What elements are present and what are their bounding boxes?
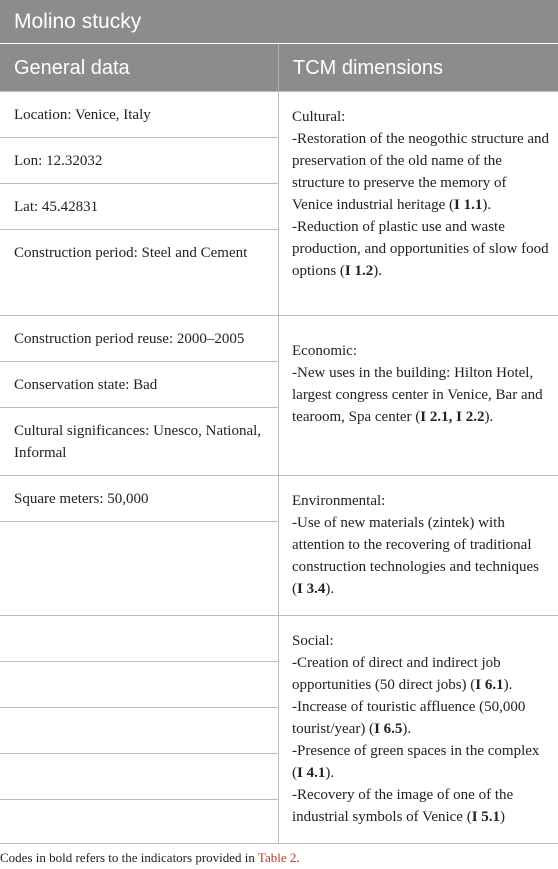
dimension-title: Social: [292, 633, 334, 649]
tcm-dimension-cell [279, 316, 558, 475]
dimension-title: Economic: [292, 343, 357, 359]
general-data-cell: Construction period: Steel and Cement [14, 245, 248, 261]
dimension-item [292, 362, 550, 428]
dimension-item-end: ). [503, 677, 513, 693]
dimension-item [292, 512, 550, 600]
header-tcm-dimensions: TCM dimensions [293, 57, 444, 79]
general-data-cell [0, 616, 278, 662]
dimension-item [292, 128, 550, 216]
indicator-code: I 1.2 [344, 263, 374, 279]
dimension-item-text: -Reduction of plastic use and waste production, and opportunities of slow food options ( [292, 219, 549, 279]
general-data-cell: Cultural significances: Unesco, National, Informal [14, 423, 262, 461]
table-title: Molino stucky [0, 0, 558, 44]
general-data-column [0, 616, 279, 843]
general-data-cell [0, 800, 278, 844]
general-data-column [0, 476, 279, 615]
dimension-item-end: ). [373, 263, 383, 279]
dimension-item-text: -Creation of direct and indirect job opportunities (50 direct jobs) ( [292, 655, 501, 693]
footnote-end: . [296, 850, 300, 865]
table-row-group [0, 476, 558, 616]
footnote-text: Codes in bold refers to the indicators provided in [0, 850, 258, 865]
dimension-title: Cultural: [292, 109, 346, 125]
table-row-group [0, 316, 558, 476]
dimension-item-text: -Recovery of the image of one of the industrial symbols of Venice ( [292, 787, 514, 825]
dimension-item [292, 696, 550, 740]
dimension-item-text: -Presence of green spaces in the complex ( [292, 743, 540, 781]
indicator-code: I 4.1 [297, 765, 326, 781]
general-data-cell [0, 662, 278, 708]
table-header-row [0, 44, 558, 92]
dimension-item-text: -Restoration of the neogothic structure and preservation of the old name of the structure to preserve the memory of Venice industrial heritage ( [292, 131, 550, 213]
dimension-item-end: ). [484, 409, 494, 425]
general-data-cell [0, 708, 278, 754]
dimension-item-end: ). [402, 721, 412, 737]
general-data-cell: Location: Venice, Italy [0, 92, 278, 138]
general-data-column [0, 92, 279, 315]
general-data-column [0, 316, 279, 475]
indicator-code: I 6.1 [475, 677, 504, 693]
table-footnote [0, 850, 300, 866]
dimension-item [292, 216, 550, 282]
general-data-cell [0, 754, 278, 800]
tcm-dimension-cell [279, 476, 558, 615]
dimension-item-text: -New uses in the building: Hilton Hotel, largest congress center in Venice, Bar and tearoom, Spa center ( [292, 365, 543, 425]
indicator-code: I 3.4 [297, 581, 326, 597]
general-data-cell: Lat: 45.42831 [0, 184, 278, 230]
dimension-item-end: ). [482, 197, 492, 213]
table-row-group [0, 92, 558, 316]
dimension-item-text: -Increase of touristic affluence (50,000 tourist/year) ( [292, 699, 526, 737]
tcm-dimension-cell [279, 92, 558, 315]
dimension-item [292, 652, 550, 696]
tcm-dimension-cell [279, 616, 558, 843]
general-data-cell: Construction period reuse: 2000–2005 [0, 316, 278, 362]
dimension-item-end: ) [500, 809, 506, 825]
general-data-cell: Lon: 12.32032 [0, 138, 278, 184]
indicator-code: I 6.5 [374, 721, 403, 737]
dimension-item-text: -Use of new materials (zintek) with attention to the recovering of traditional construction technologies and techniques ( [292, 515, 540, 597]
dimension-item [292, 784, 550, 828]
header-general-data: General data [0, 44, 279, 91]
general-data-cell: Square meters: 50,000 [0, 476, 278, 522]
dimension-item-end: ). [325, 581, 335, 597]
general-data-cell [0, 522, 278, 616]
dimension-item [292, 740, 550, 784]
general-data-cell: Conservation state: Bad [0, 362, 278, 408]
indicator-code: I 1.1 [454, 197, 483, 213]
table-2-link[interactable]: Table 2 [257, 850, 297, 865]
table-row-group [0, 616, 558, 844]
dimension-item-end: ). [325, 765, 335, 781]
table-body [0, 92, 558, 844]
indicator-code: I 2.1, I 2.2 [420, 409, 485, 425]
indicator-code: I 5.1 [471, 809, 501, 825]
dimension-title: Environmental: [292, 493, 386, 509]
